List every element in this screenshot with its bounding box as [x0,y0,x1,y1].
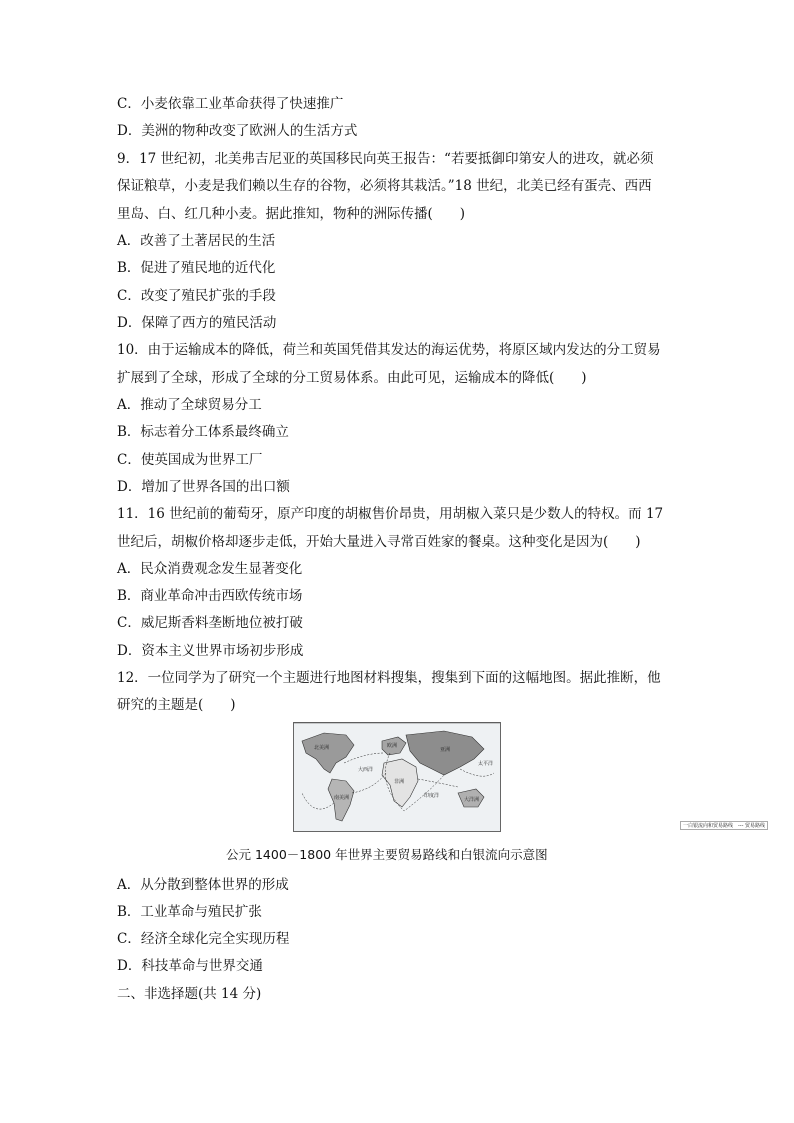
q12-option-c: C．经济全球化完全实现历程 [117,931,290,947]
q10-stem-line-1: 10．由于运输成本的降低，荷兰和英国凭借其发达的海运优势，将原区域内发达的分工贸易 [117,342,661,358]
q9-stem-line-3: 里岛、白、红几种小麦。据此推知，物种的洲际传播( ) [117,206,466,222]
q9-option-b: B．促进了殖民地的近代化 [117,260,276,276]
q10-stem-line-2: 扩展到了全球，形成了全球的分工贸易体系。由此可见，运输成本的降低( ) [117,370,587,386]
q11-option-c: C．威尼斯香料垄断地位被打破 [117,615,303,631]
label-asia: 亚洲 [440,747,451,753]
q12-stem-line-2: 研究的主题是( ) [117,697,236,713]
q8-option-c: C．小麦依靠工业革命获得了快速推广 [117,96,344,112]
q11-stem-line-2: 世纪后，胡椒价格却逐步走低，开始大量进入寻常百姓家的餐桌。这种变化是因为( ) [117,534,641,550]
section-heading: 二、非选择题(共 14 分) [117,986,262,1002]
q10-option-a: A．推动了全球贸易分工 [117,397,262,413]
q10-option-b: B．标志着分工体系最终确立 [117,424,289,440]
map-legend: 一白银流向和贸易路线 --- 贸易路线 [680,821,768,830]
q9-option-a: A．改善了土著居民的生活 [117,233,276,249]
q12-option-b: B．工业革命与殖民扩张 [117,904,262,920]
label-north-america: 北美洲 [314,745,330,751]
label-oceania: 大洋洲 [464,797,480,803]
q9-stem-line-1: 9．17 世纪初，北美弗吉尼亚的英国移民向英王报告：“若要抵御印第安人的进攻，就必须 [117,151,654,167]
q11-stem-line-1: 11．16 世纪前的葡萄牙，原产印度的胡椒售价昂贵，用胡椒入菜只是少数人的特权。而 17 [117,506,664,522]
q9-stem-line-2: 保证粮草，小麦是我们赖以生存的谷物，必须将其栽活。”18 世纪，北美已经有蛋壳、西西 [117,178,652,194]
q12-option-d: D．科技革命与世界交通 [117,958,263,974]
q10-option-c: C．使英国成为世界工厂 [117,452,263,468]
q11-option-b: B．商业革命冲击西欧传统市场 [117,588,303,604]
map-svg [294,723,500,831]
label-indian-ocean: 印度洋 [424,793,440,799]
q12-stem-line-1: 12．一位同学为了研究一个主题进行地图材料搜集，搜集到下面的这幅地图。据此推断，他 [117,670,661,686]
map-caption: 公元 1400－1800 年世界主要贸易路线和白银流向示意图 [226,847,548,862]
label-south-america: 南美洲 [334,795,350,801]
q11-option-a: A．民众消费观念发生显著变化 [117,561,303,577]
q9-option-d: D．保障了西方的殖民活动 [117,315,277,331]
label-pacific: 太平洋 [478,761,494,767]
q12-option-a: A．从分散到整体世界的形成 [117,877,289,893]
q11-option-d: D．资本主义世界市场初步形成 [117,643,304,659]
world-trade-map [293,722,766,832]
label-africa: 非洲 [394,779,405,785]
q9-option-c: C．改变了殖民扩张的手段 [117,288,276,304]
label-atlantic: 大西洋 [358,767,374,773]
label-europe: 欧洲 [387,743,398,749]
q8-option-d: D．美洲的物种改变了欧洲人的生活方式 [117,123,358,139]
q10-option-d: D．增加了世界各国的出口额 [117,479,290,495]
